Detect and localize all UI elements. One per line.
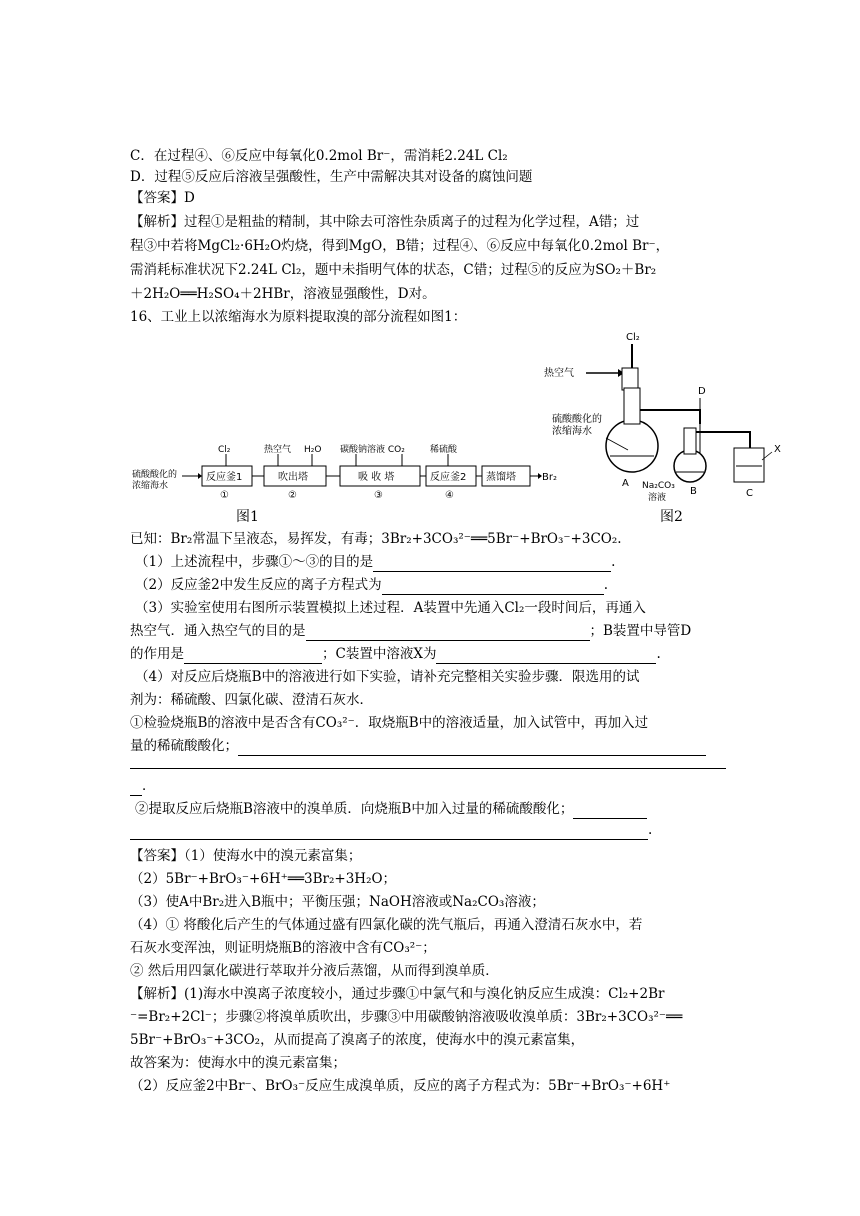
product-label: Br₂ [542, 472, 557, 483]
box-absorber: 吸 收 塔 [358, 472, 395, 483]
step-4: ④ [445, 490, 454, 500]
apparatus-b-label: B [690, 486, 697, 497]
input-cl2: Cl₂ [218, 445, 231, 455]
answer-16-1: 【答案】（1）使海水中的溴元素富集； [130, 848, 362, 864]
apparatus-c-label: C [746, 488, 753, 499]
question-3-line3: 的作用是 ；C装置中溶液X为 . [130, 646, 661, 662]
question-4-line3: ①检验烧瓶B的溶液中是否含有CO₃²⁻．取烧瓶B中的溶液适量，加入试管中，再加入过 [130, 715, 649, 731]
apparatus-cl2-label: Cl₂ [626, 332, 640, 343]
question-4-line6: ②提取反应后烧瓶B溶液中的溴单质．向烧瓶B中加入过量的稀硫酸酸化； [135, 799, 647, 819]
input-hot-air: 热空气 [264, 445, 292, 455]
analysis-16-line4: 故答案为：使海水中的溴元素富集； [130, 1055, 346, 1071]
analysis-15-line4: ＋2H₂O══H₂SO₄＋2HBr，溶液显强酸性，D对。 [130, 286, 436, 302]
answer-16-4a: （4）① 将酸化后产生的气体通过盛有四氯化碳的洗气瓶后，再通入澄清石灰水中，若 [130, 917, 643, 933]
step-3: ③ [374, 490, 383, 500]
step-1: ① [220, 490, 229, 500]
question-1: （1）上述流程中，步骤①～③的目的是 . [135, 554, 616, 570]
apparatus-x-label: X [774, 444, 781, 455]
analysis-16-line5: （2）反应釜2中Br⁻、BrO₃⁻反应生成溴单质，反应的离子方程式为：5Br⁻+BrO₃⁻+6H⁺ [130, 1078, 671, 1094]
feed-label-2: 浓缩海水 [132, 481, 169, 491]
analysis-15-line2: 程③中若将MgCl₂·6H₂O灼烧，得到MgO，B错；过程④、⑥反应中每氧化0.2mol Br⁻， [130, 238, 670, 254]
answer-16-2: （2）5Br⁻+BrO₃⁻+6H⁺══3Br₂+3H₂O； [130, 871, 397, 887]
analysis-15-line3: 需消耗标准状况下2.24L Cl₂，题中未指明气体的状态，C错；过程⑤的反应为SO₂＋Br₂ [130, 262, 657, 278]
figure1-caption: 图1 [236, 509, 259, 525]
step-2: ② [288, 490, 297, 500]
input-na2co3: 碳酸钠溶液 CO₂ [340, 445, 405, 455]
apparatus-na2co3-2: 溶液 [648, 493, 667, 503]
question-4-line1: （4）对反应后烧瓶B中的溶液进行如下实验，请补充完整相关实验步骤．限选用的试 [135, 669, 640, 685]
box-reactor1: 反应釜1 [206, 472, 243, 483]
apparatus-na2co3-1: Na₂CO₃ [642, 481, 675, 491]
input-water: H₂O [304, 445, 322, 455]
figure2-apparatus [540, 328, 790, 508]
feed-label-1: 硫酸酸化的 [132, 470, 178, 480]
input-h2so4: 稀硫酸 [430, 445, 458, 455]
answer-blank-line [130, 754, 726, 769]
apparatus-solution-1: 硫酸酸化的 [552, 414, 602, 425]
answer-16-4c: ② 然后用四氯化碳进行萃取并分液后蒸馏，从而得到溴单质． [130, 963, 499, 979]
question-4-line7: . [130, 820, 652, 840]
figure2-caption: 图2 [660, 509, 683, 525]
apparatus-solution-2: 浓缩海水 [552, 426, 592, 437]
apparatus-hot-air-label: 热空气 [544, 368, 574, 379]
analysis-16-line3: 5Br⁻+BrO₃⁻+3CO₂，从而提高了溴离子的浓度，使海水中的溴元素富集， [130, 1032, 585, 1048]
option-c: C．在过程④、⑥反应中每氧化0.2mol Br⁻，需消耗2.24L Cl₂ [130, 148, 508, 164]
question-3-line2: 热空气．通入热空气的目的是 ；B装置中导管D [130, 623, 692, 639]
box-reactor2: 反应釜2 [430, 472, 467, 483]
known-info: 已知：Br₂常温下呈液态，易挥发，有毒；3Br₂+3CO₃²⁻══5Br⁻+BrO₃⁻+3CO₂. [130, 531, 622, 547]
option-d: D．过程⑤反应后溶液呈强酸性，生产中需解决其对设备的腐蚀问题 [130, 169, 533, 185]
answer-16-4b: 石灰水变浑浊，则证明烧瓶B的溶液中含有CO₃²⁻； [130, 940, 436, 956]
question-4-line2: 剂为：稀硫酸、四氯化碳、澄清石灰水． [130, 692, 373, 708]
analysis-16-line1: 【解析】(1)海水中溴离子浓度较小，通过步骤①中氯气和与溴化钠反应生成溴：Cl₂+2Br [130, 986, 665, 1002]
question-2: （2）反应釜2中发生反应的离子方程式为 . [135, 577, 608, 593]
answer-16-3: （3）使A中Br₂进入B瓶中；平衡压强；NaOH溶液或Na₂CO₃溶液； [130, 894, 545, 910]
question-4-line5: ． [130, 776, 156, 796]
box-blowout: 吹出塔 [278, 472, 308, 483]
question-3-line1: （3）实验室使用右图所示装置模拟上述过程．A装置中先通入Cl₂一段时间后，再通入 [135, 600, 646, 616]
apparatus-d-label: D [698, 386, 706, 397]
analysis-15-line1: 【解析】过程①是粗盐的精制，其中除去可溶性杂质离子的过程为化学过程，A错；过 [130, 214, 640, 230]
figure1-flowchart [130, 440, 560, 500]
apparatus-a-label: A [622, 478, 629, 489]
question-16-intro: 16、工业上以浓缩海水为原料提取溴的部分流程如图1： [130, 309, 467, 325]
box-distill: 蒸馏塔 [486, 472, 516, 483]
analysis-16-line2: ⁻=Br₂+2Cl⁻；步骤②将溴单质吹出，步骤③中用碳酸钠溶液吸收溴单质：3Br₂+3CO₃²⁻══ [130, 1009, 683, 1025]
question-4-line4: 量的稀硫酸酸化； [130, 736, 706, 756]
answer-15: 【答案】D [130, 190, 195, 206]
